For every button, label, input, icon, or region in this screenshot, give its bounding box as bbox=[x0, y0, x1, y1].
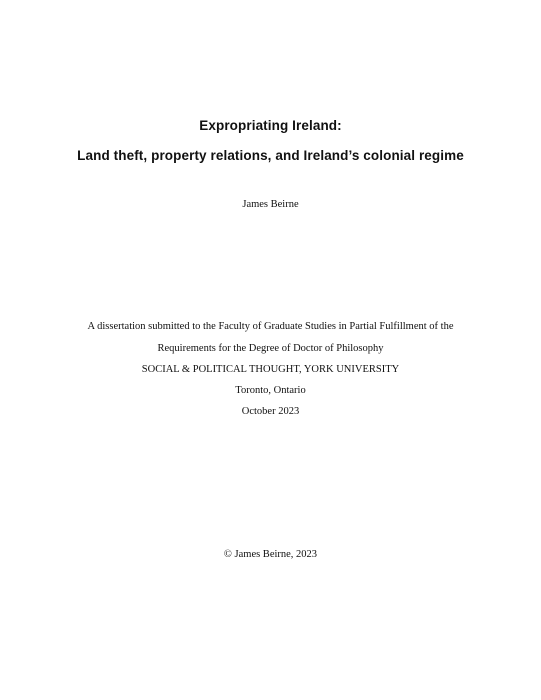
submission-statement-line-2: Requirements for the Degree of Doctor of Philosophy bbox=[157, 343, 384, 354]
document-title: Expropriating Ireland: bbox=[199, 118, 342, 133]
author-name: James Beirne bbox=[242, 199, 299, 210]
submission-statement-line-1: A dissertation submitted to the Faculty of Graduate Studies in Partial Fulfillment of the bbox=[87, 321, 454, 332]
document-subtitle: Land theft, property relations, and Ireland’s colonial regime bbox=[77, 148, 464, 163]
copyright-notice: © James Beirne, 2023 bbox=[223, 549, 318, 560]
location: Toronto, Ontario bbox=[235, 385, 306, 396]
submission-date: October 2023 bbox=[241, 406, 300, 417]
program-name: SOCIAL & POLITICAL THOUGHT, YORK UNIVERSITY bbox=[141, 364, 400, 375]
